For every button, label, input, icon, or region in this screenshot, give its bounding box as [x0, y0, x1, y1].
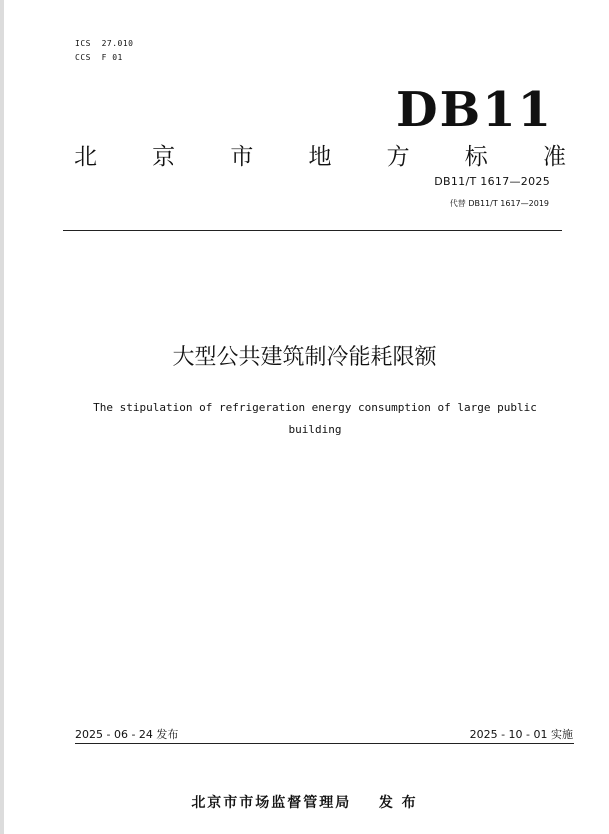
standard-type-title: [74, 142, 566, 172]
title-char: 市: [230, 144, 254, 170]
replaces-note: 代替 DB11/T 1617—2019: [449, 199, 549, 208]
standard-number: DB11/T 1617—2025: [434, 175, 550, 188]
document-title-en: The stipulation of refrigeration energy consumption of large public building: [93, 401, 537, 436]
title-char: 标: [464, 144, 488, 170]
publish-date: 2025 - 06 - 24 发布: [75, 728, 179, 741]
title-char: 京: [152, 144, 176, 170]
title-char: 地: [308, 144, 332, 170]
top-divider: [63, 230, 562, 231]
title-char: 北: [74, 144, 97, 170]
ics-code: ICS 27.010: [75, 39, 134, 48]
title-char: 方: [386, 144, 410, 170]
issue-word: 发 布: [378, 795, 418, 811]
issuer-name: 北京市市场监督管理局: [191, 795, 352, 811]
bottom-divider: [75, 743, 574, 744]
implement-date: 2025 - 10 - 01 实施: [469, 728, 573, 741]
classification-codes: [75, 37, 133, 65]
page-edge: [0, 0, 4, 834]
ccs-code: CCS F 01: [75, 53, 123, 62]
document-title-cn: 大型公共建筑制冷能耗限额: [172, 345, 437, 370]
standard-mark: DB11: [396, 82, 553, 138]
issuer-line: [0, 793, 609, 813]
title-char: 准: [542, 144, 566, 170]
